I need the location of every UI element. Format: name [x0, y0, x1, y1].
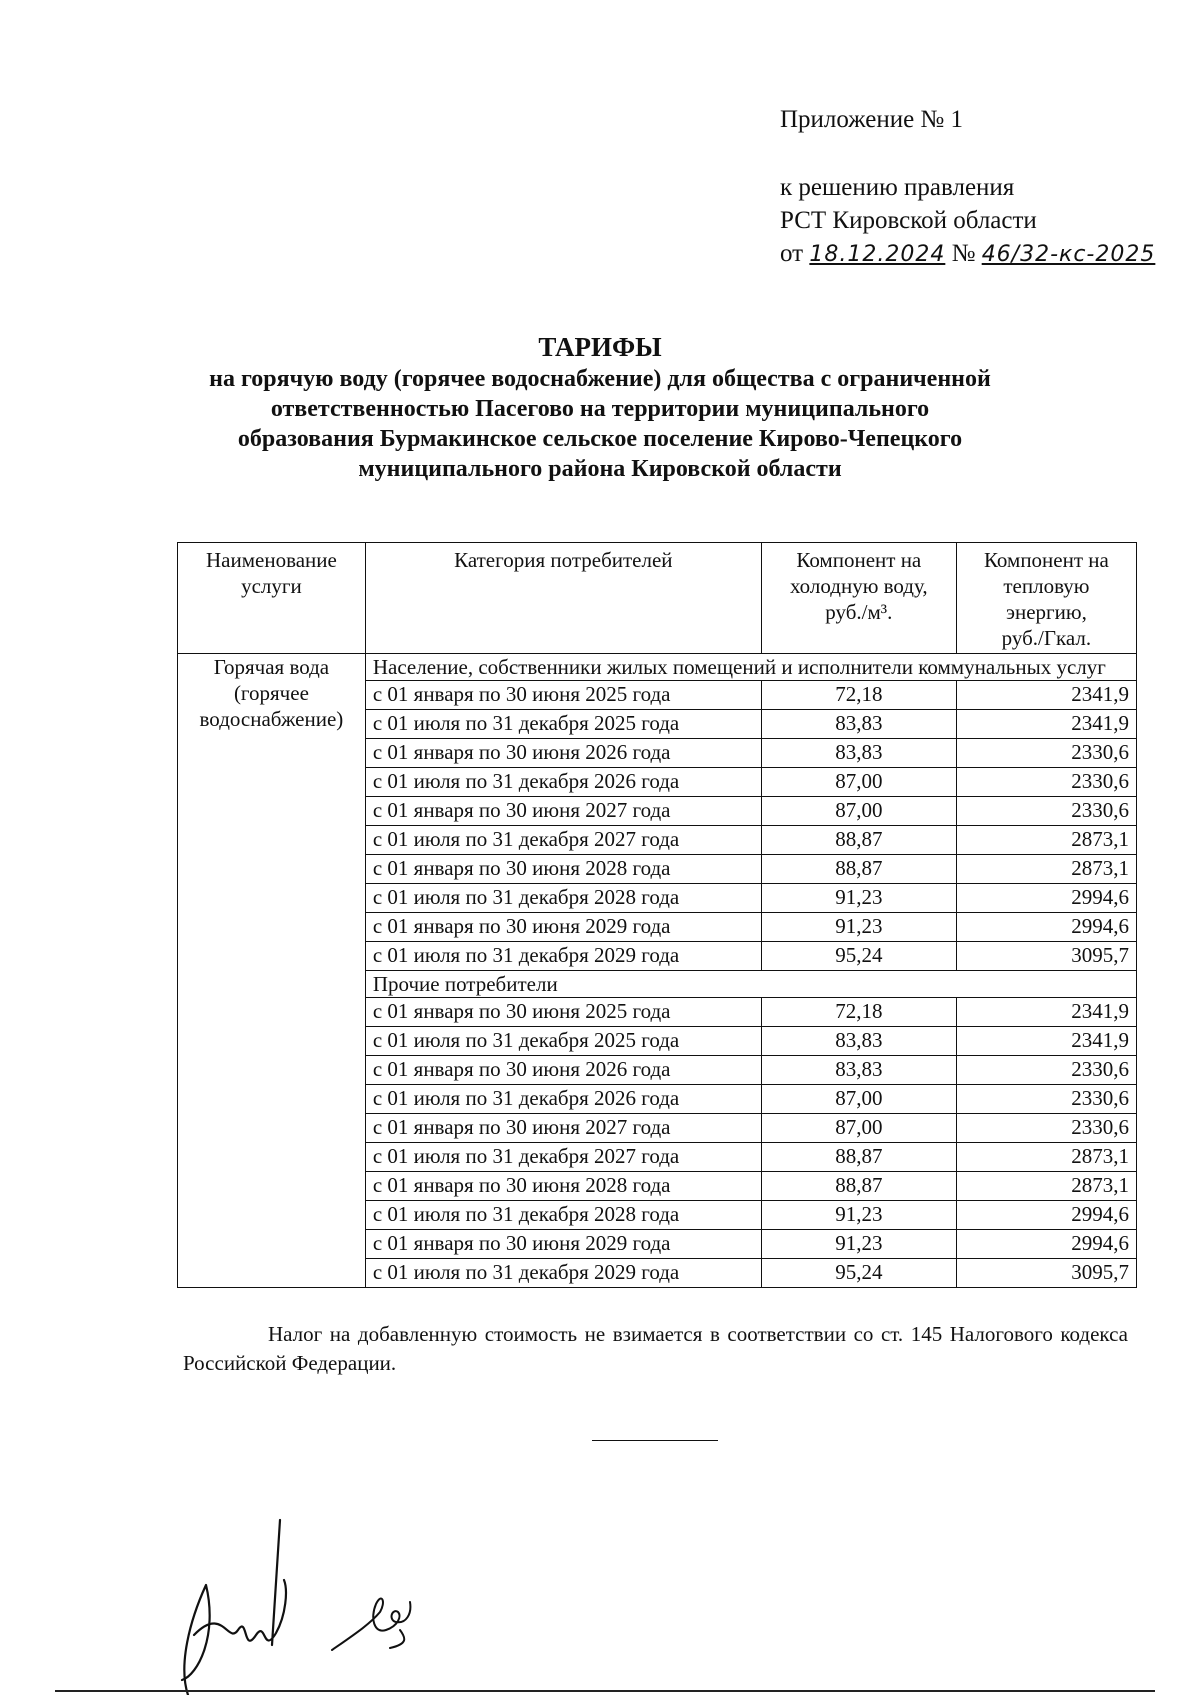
period-cell: с 01 июля по 31 декабря 2026 года — [365, 768, 761, 797]
decision-line-2: РСТ Кировской области — [780, 207, 1037, 234]
heat-energy-cell: 2330,6 — [956, 1085, 1136, 1114]
title-line-3: образования Бурмакинское сельское поселение Кирово-Чепецкого — [237, 426, 963, 452]
group-2-title: Прочие потребители — [365, 971, 1136, 998]
period-cell: с 01 января по 30 июня 2025 года — [365, 681, 761, 710]
title-line-4: муниципального района Кировской области — [358, 456, 842, 482]
period-cell: с 01 января по 30 июня 2028 года — [365, 1172, 761, 1201]
header-cold-water — [761, 543, 956, 654]
period-cell: с 01 июля по 31 декабря 2025 года — [365, 1027, 761, 1056]
service-name-line: водоснабжение) — [199, 707, 344, 731]
tariff-table — [177, 542, 1137, 1288]
period-cell: с 01 июля по 31 декабря 2025 года — [365, 710, 761, 739]
period-cell: с 01 января по 30 июня 2026 года — [365, 1056, 761, 1085]
heat-energy-cell: 2330,6 — [956, 768, 1136, 797]
period-cell: с 01 января по 30 июня 2027 года — [365, 797, 761, 826]
cold-water-cell: 91,23 — [761, 884, 956, 913]
heat-energy-cell: 2994,6 — [956, 884, 1136, 913]
period-cell: с 01 января по 30 июня 2029 года — [365, 913, 761, 942]
header-cold-line: Компонент на — [796, 548, 922, 572]
cold-water-cell: 83,83 — [761, 1027, 956, 1056]
cold-water-cell: 91,23 — [761, 1230, 956, 1259]
table-header-row — [178, 543, 1137, 654]
cold-water-cell: 87,00 — [761, 1085, 956, 1114]
service-name-cell — [178, 654, 366, 1288]
period-cell: с 01 июля по 31 декабря 2026 года — [365, 1085, 761, 1114]
header-heat-line: руб./Гкал. — [1001, 626, 1092, 650]
cold-water-cell: 91,23 — [761, 913, 956, 942]
header-service — [178, 543, 366, 654]
cold-water-cell: 95,24 — [761, 1259, 956, 1288]
title-line-1: на горячую воду (горячее водоснабжение) для общества с ограниченной — [209, 366, 991, 392]
appendix-header — [780, 103, 1155, 271]
header-cold-line: руб./м³. — [825, 600, 893, 624]
cold-water-cell: 87,00 — [761, 797, 956, 826]
appendix-title: Приложение № 1 — [780, 106, 964, 133]
heat-energy-cell: 3095,7 — [956, 1259, 1136, 1288]
cold-water-cell: 87,00 — [761, 768, 956, 797]
cold-water-cell: 72,18 — [761, 998, 956, 1027]
period-cell: с 01 июля по 31 декабря 2028 года — [365, 884, 761, 913]
document-title — [150, 330, 1050, 484]
header-cold-line: холодную воду, — [789, 574, 928, 598]
header-heat-line: тепловую — [1003, 574, 1090, 598]
heat-energy-cell: 2873,1 — [956, 855, 1136, 884]
heat-energy-cell: 2994,6 — [956, 1201, 1136, 1230]
cold-water-cell: 83,83 — [761, 739, 956, 768]
period-cell: с 01 июля по 31 декабря 2027 года — [365, 826, 761, 855]
heat-energy-cell: 2873,1 — [956, 1143, 1136, 1172]
heat-energy-cell: 2330,6 — [956, 1056, 1136, 1085]
period-cell: с 01 июля по 31 декабря 2027 года — [365, 1143, 761, 1172]
cold-water-cell: 95,24 — [761, 942, 956, 971]
decision-date: 18.12.2024 — [809, 242, 946, 267]
page-bottom-line — [55, 1690, 1155, 1692]
cold-water-cell: 88,87 — [761, 826, 956, 855]
cold-water-cell: 87,00 — [761, 1114, 956, 1143]
period-cell: с 01 июля по 31 декабря 2029 года — [365, 1259, 761, 1288]
cold-water-cell: 88,87 — [761, 1143, 956, 1172]
period-cell: с 01 января по 30 июня 2028 года — [365, 855, 761, 884]
cold-water-cell: 91,23 — [761, 1201, 956, 1230]
period-cell: с 01 июля по 31 декабря 2029 года — [365, 942, 761, 971]
service-name-line: Горячая вода — [213, 655, 330, 679]
table-body — [178, 654, 1137, 1288]
group-1-title-row — [178, 654, 1137, 681]
decision-number: 46/32-кс-2025 — [981, 242, 1156, 267]
group-1-title: Население, собственники жилых помещений и исполнители коммунальных услуг — [365, 654, 1136, 681]
header-heat-line: Компонент на — [983, 548, 1109, 572]
heat-energy-cell: 2994,6 — [956, 1230, 1136, 1259]
title-main: ТАРИФЫ — [538, 332, 662, 362]
signature-1-icon — [168, 1515, 318, 1695]
heat-energy-cell: 2873,1 — [956, 1172, 1136, 1201]
heat-energy-cell: 2341,9 — [956, 998, 1136, 1027]
number-prefix: № — [951, 240, 976, 267]
heat-energy-cell: 2873,1 — [956, 826, 1136, 855]
decision-date-line — [780, 237, 1155, 271]
period-cell: с 01 января по 30 июня 2025 года — [365, 998, 761, 1027]
heat-energy-cell: 2341,9 — [956, 1027, 1136, 1056]
cold-water-cell: 83,83 — [761, 710, 956, 739]
cold-water-cell: 83,83 — [761, 1056, 956, 1085]
title-line-2: ответственностью Пасегово на территории муниципального — [270, 396, 930, 422]
service-name-line: (горячее — [233, 681, 309, 705]
period-cell: с 01 июля по 31 декабря 2028 года — [365, 1201, 761, 1230]
vat-note: Налог на добавленную стоимость не взимается в соответствии со ст. 145 Налогового кодекса Российской Федерации. — [183, 1322, 1128, 1375]
period-cell: с 01 января по 30 июня 2027 года — [365, 1114, 761, 1143]
heat-energy-cell: 2341,9 — [956, 681, 1136, 710]
heat-energy-cell: 2330,6 — [956, 797, 1136, 826]
decision-line-1: к решению правления — [780, 174, 1015, 201]
period-cell: с 01 января по 30 июня 2029 года — [365, 1230, 761, 1259]
cold-water-cell: 88,87 — [761, 1172, 956, 1201]
header-heat-energy — [956, 543, 1136, 654]
heat-energy-cell: 2330,6 — [956, 1114, 1136, 1143]
heat-energy-cell: 2341,9 — [956, 710, 1136, 739]
header-category: Категория потребителей — [365, 543, 761, 654]
header-service-line: услуги — [241, 574, 302, 598]
header-service-line: Наименование — [206, 548, 337, 572]
signature-2-icon — [330, 1582, 420, 1652]
cold-water-cell: 72,18 — [761, 681, 956, 710]
heat-energy-cell: 2330,6 — [956, 739, 1136, 768]
date-prefix: от — [780, 240, 804, 267]
end-divider — [592, 1440, 718, 1441]
cold-water-cell: 88,87 — [761, 855, 956, 884]
period-cell: с 01 января по 30 июня 2026 года — [365, 739, 761, 768]
heat-energy-cell: 2994,6 — [956, 913, 1136, 942]
heat-energy-cell: 3095,7 — [956, 942, 1136, 971]
header-heat-line: энергию, — [1005, 600, 1087, 624]
